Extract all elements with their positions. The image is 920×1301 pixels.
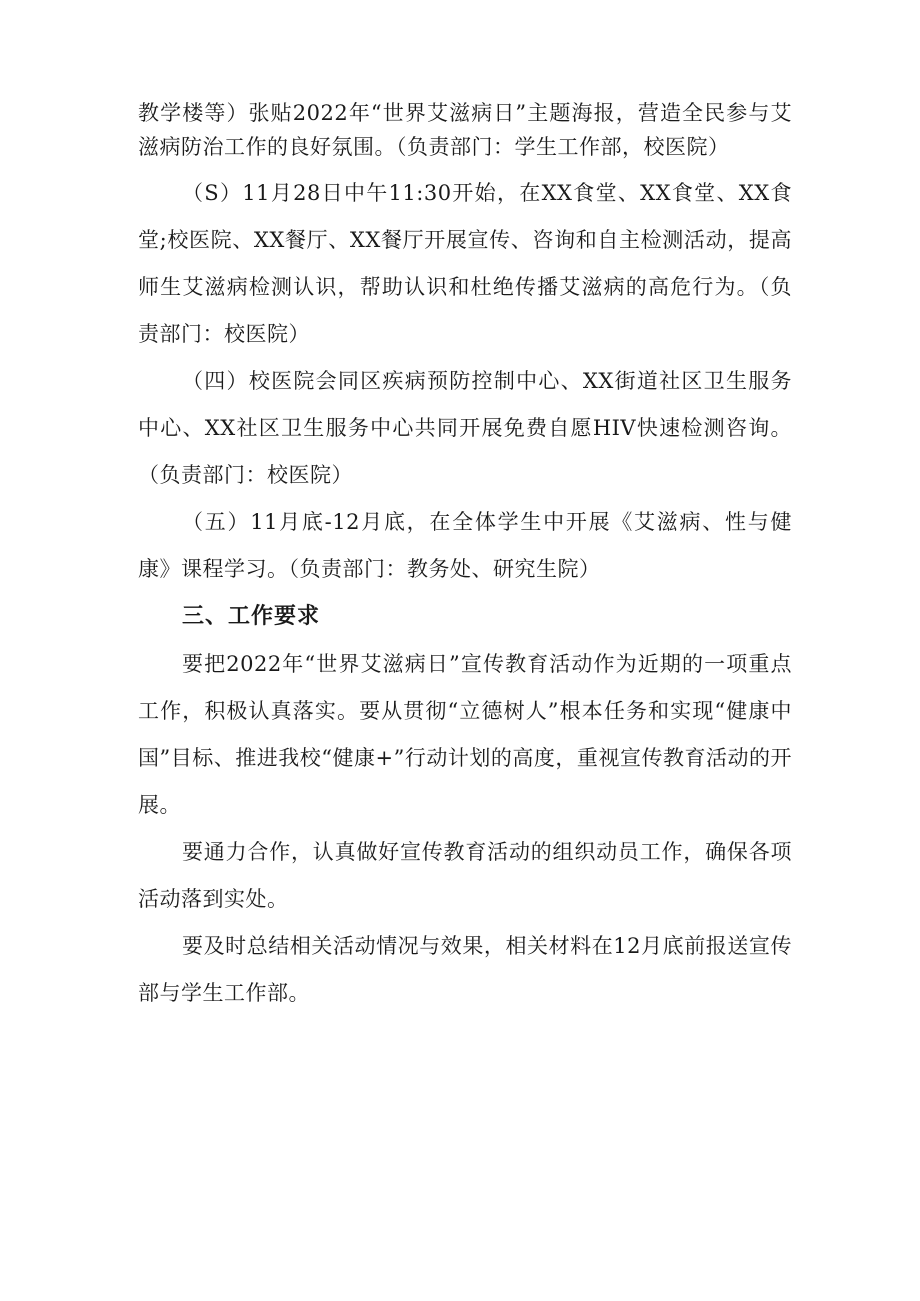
paragraph-requirement-cooperation: 要通力合作，认真做好宣传教育活动的组织动员工作，确保各项活动落到实处。 <box>138 840 792 911</box>
paragraph-requirement-summary: 要及时总结相关活动情况与效果，相关材料在12月底前报送宣传部与学生工作部。 <box>138 934 792 1005</box>
paragraph-poster-campaign: 教学楼等）张贴2022年“世界艾滋病日”主题海报，营造全民参与艾滋病防治工作的良好氛围。（负责部门：学生工作部，校医院） <box>138 101 792 159</box>
paragraph-course-study: （五）11月底-12月底，在全体学生中开展《艾滋病、性与健康》课程学习。（负责部门：教务处、研究生院） <box>138 510 792 581</box>
paragraph-hiv-testing: （四）校医院会同区疾病预防控制中心、XX街道社区卫生服务中心、XX社区卫生服务中心共同开展免费自愿HIV快速检测咨询。（负责部门：校医院） <box>138 369 792 487</box>
paragraph-requirement-priority: 要把2022年“世界艾滋病日”宣传教育活动作为近期的一项重点工作，积极认真落实。要从贯彻“立德树人”根本任务和实现“健康中国”目标、推进我校“健康+”行动计划的高度，重视宣传教育活动的开展。 <box>138 652 792 817</box>
document-page <box>138 96 792 1017</box>
section-heading-work-requirements: 三、工作要求 <box>182 604 321 629</box>
paragraph-canteen-activities: （S）11月28日中午11:30开始，在XX食堂、XX食堂、XX食堂;校医院、XX餐厅、XX餐厅开展宣传、咨询和自主检测活动，提高师生艾滋病检测认识，帮助认识和杜绝传播艾滋病的高危行为。（负责部门：校医院） <box>138 181 792 346</box>
